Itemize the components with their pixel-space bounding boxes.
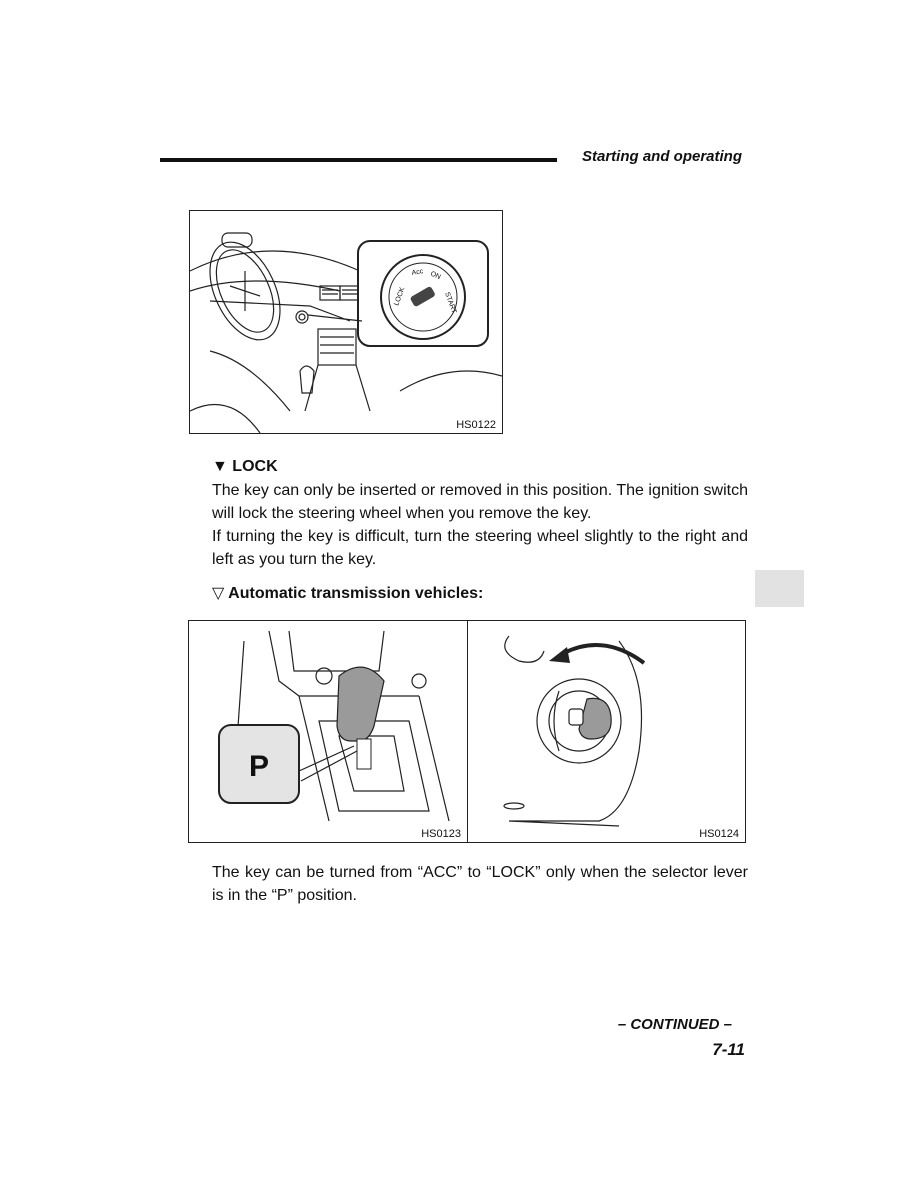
knob-lock-label: LOCK: [393, 286, 407, 307]
figure-label: HS0123: [421, 828, 461, 840]
lock-marker: ▼: [212, 458, 228, 475]
figure-label: HS0122: [456, 419, 496, 431]
key-turn-illustration: [469, 621, 745, 842]
page-number: 7-11: [712, 1040, 745, 1059]
figure-frame-transmission: [188, 620, 746, 843]
figure-key-turn: [469, 621, 745, 842]
auto-heading: [212, 583, 483, 603]
continued-marker: – CONTINUED –: [617, 1016, 732, 1033]
lock-paragraph-2: If turning the key is difficult, turn the steering wheel slightly to the right and left as you turn the key.: [212, 528, 748, 568]
lock-heading: [212, 458, 278, 476]
auto-paragraph: The key can be turned from “ACC” to “LOCK” only when the selector lever is in the “P” position.: [212, 864, 748, 904]
figure-label: HS0124: [699, 828, 739, 840]
dashboard-illustration: [190, 211, 502, 433]
shift-lever-illustration: [189, 621, 467, 842]
lock-paragraph-1: The key can only be inserted or removed in this position. The ignition switch will lock the steering wheel when you remove the key.: [212, 482, 748, 522]
figure-ignition-dashboard: [189, 210, 503, 434]
auto-title: Automatic transmission vehicles:: [228, 585, 484, 602]
knob-acc-label: Acc: [411, 268, 424, 277]
header-rule: [160, 158, 557, 162]
chapter-tab: [755, 570, 804, 607]
park-inset-letter: P: [248, 750, 270, 783]
knob-on-label: ON: [429, 270, 442, 282]
auto-marker: ▽: [212, 585, 225, 602]
knob-start-label: START: [443, 291, 458, 315]
section-title: Starting and operating: [582, 148, 743, 165]
lock-title: LOCK: [232, 458, 278, 475]
figure-shift-lever: [189, 621, 468, 842]
